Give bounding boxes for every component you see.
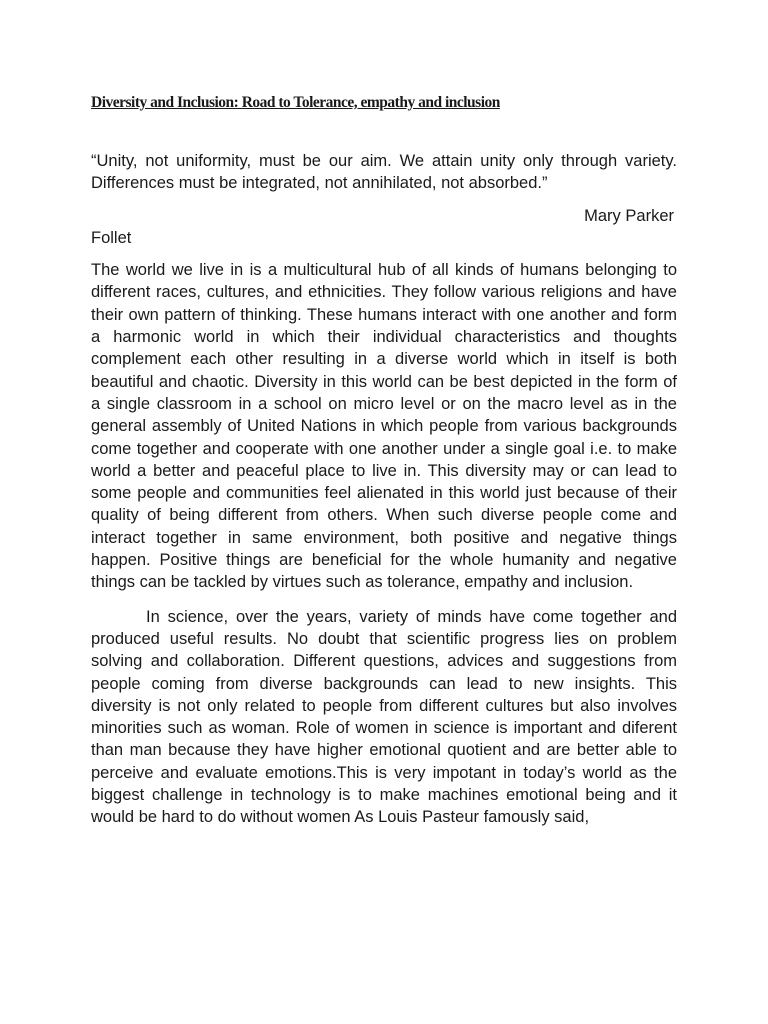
document-body xyxy=(91,92,677,829)
quote-attribution: Mary Parker xyxy=(584,206,674,225)
opening-quote: “Unity, not uniformity, must be our aim. We attain unity only through variety. Differences must be integrated, not annihilated, not absorbed.” xyxy=(91,152,677,193)
body-paragraph: In science, over the years, variety of minds have come together and produced useful results. No doubt that scientific progress lies on problem solving and collaboration. Different questions, advices and suggestions from people coming from diverse backgrounds can lead to new insights. This diversity is not only related to people from different cultures but also involves minorities such as woman. Role of women in science is important and diferent than man because they have higher emotional quotient and are better able to perceive and evaluate emotions.This is very impotant in today’s world as the biggest challenge in technology is to make machines emotional being and it would be hard to do without women As Louis Pasteur famously said, xyxy=(91,607,677,827)
document-title: Diversity and Inclusion: Road to Tolerance, empathy and inclusion xyxy=(91,94,500,111)
quote-attribution-continued: Follet xyxy=(91,228,132,247)
body-paragraph: The world we live in is a multicultural hub of all kinds of humans belonging to different races, cultures, and ethnicities. They follow various religions and have their own pattern of thinking. These humans interact with one another and form a harmonic world in which their individual characteristics and thoughts complement each other resulting in a diverse world which in itself is both beautiful and chaotic. Diversity in this world can be best depicted in the form of a single classroom in a school on micro level or on the macro level as in the general assembly of United Nations in which people from various backgrounds come together and cooperate with one another under a single goal i.e. to make world a better and peaceful place to live in. This diversity may or can lead to some people and communities feel alienated in this world just because of their quality of being different from others. When such diverse people come and interact together in same environment, both positive and negative things happen. Positive things are beneficial for the whole humanity and negative things can be tackled by virtues such as tolerance, empathy and inclusion. xyxy=(91,261,677,592)
